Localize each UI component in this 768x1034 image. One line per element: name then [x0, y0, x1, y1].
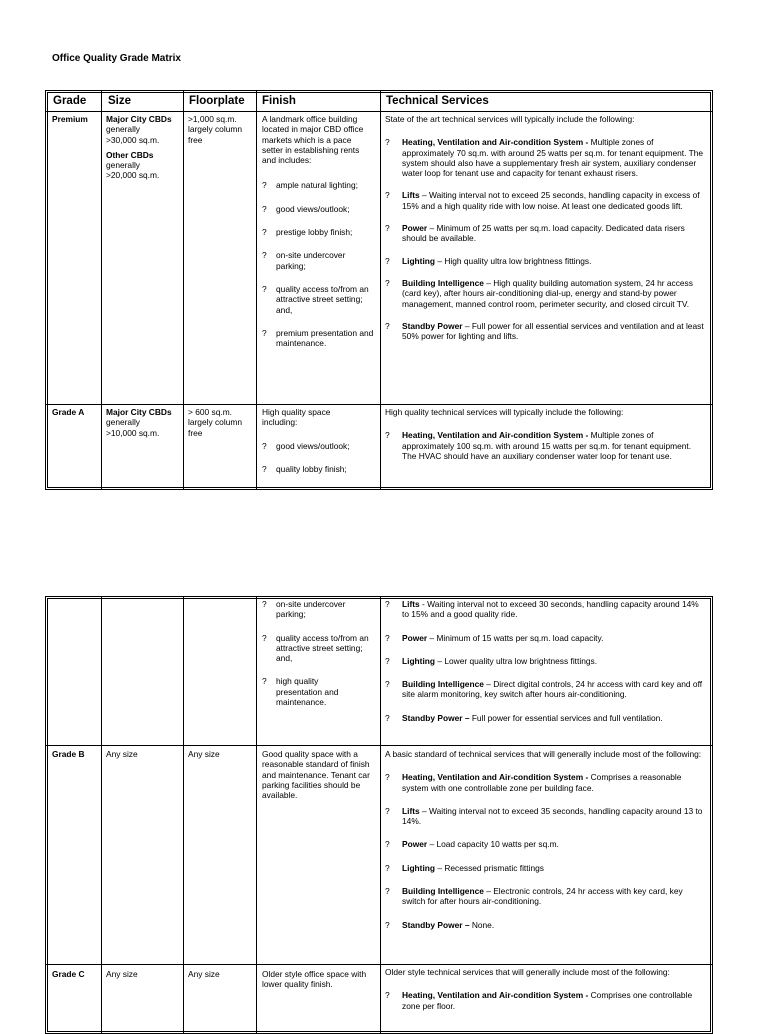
grade-a: Grade A — [52, 407, 85, 417]
finish-item-text: good views/outlook; — [276, 440, 350, 451]
bullet-icon: ? — [262, 632, 267, 643]
grade-a-finish-continued — [262, 599, 374, 707]
size-text: generally >30,000 sq.m. — [106, 124, 160, 145]
bullet-icon: ? — [262, 203, 267, 214]
tech-item-separator: – — [462, 320, 472, 331]
tech-item-text: High quality ultra low brightness fittings. — [444, 255, 592, 266]
finish-item-text: premium presentation and maintenance. — [276, 327, 374, 349]
bullet-icon: ? — [385, 223, 390, 234]
tech-item-name: Standby Power – — [402, 919, 470, 930]
tech-item-name: Lifts — [402, 599, 420, 609]
tech-item — [385, 599, 707, 620]
tech-item — [385, 190, 707, 211]
tech-item-text: Full power for all essential services and ventilation and at least 50% power for lighting and lifts. — [402, 320, 704, 342]
finish-item — [262, 227, 374, 237]
tech-item-text: Direct digital controls, 24 hr access with card key and off site alarm monitoring, key switch after hours air-conditioning. — [402, 679, 703, 700]
finish-item-text: quality access to/from an attractive street setting; and, — [276, 632, 369, 664]
tech-item-separator: - — [583, 137, 591, 148]
grade-a-finish — [262, 407, 374, 474]
tech-item-name: Building Intelligence — [402, 277, 484, 288]
bullet-icon: ? — [385, 190, 390, 201]
header-size: Size — [108, 95, 132, 107]
tech-item — [385, 656, 707, 666]
tech-item-name: Heating, Ventilation and Air-condition System — [402, 990, 584, 1001]
finish-item — [262, 441, 374, 451]
tech-item-separator: – — [483, 886, 494, 897]
finish-item — [262, 676, 356, 707]
tech-item-text: Waiting interval not to exceed 25 seconds, handling capacity in excess of 15% and a high quality ride with low noise. At least one dedicated goods lift. — [402, 190, 700, 211]
bullet-icon: ? — [385, 632, 390, 643]
tech-item-separator: - — [419, 599, 428, 609]
tech-item-text: Minimum of 25 watts per sq.m. load capacity. Dedicated data risers should be available. — [402, 223, 685, 244]
finish-item-text: high quality presentation and maintenance. — [276, 676, 339, 708]
tech-item-name: Lifts — [402, 805, 420, 816]
tech-item-text: Electronic controls, 24 hr access with key card, key switch for after hours air-conditioning. — [402, 886, 683, 907]
tech-item-name: Lighting — [402, 255, 436, 266]
tech-item-separator: – — [435, 255, 445, 266]
grade-c: Grade C — [52, 969, 85, 979]
size-label: Major City CBDs — [106, 407, 172, 417]
tech-item-separator: – — [427, 632, 437, 643]
finish-item-text: prestige lobby finish; — [276, 227, 353, 238]
bullet-icon: ? — [385, 255, 390, 266]
bullet-icon: ? — [262, 180, 267, 191]
size-label: Other CBDs — [106, 149, 154, 160]
tech-item-text: High quality building automation system, 24 hr access (card key), after hours air-conditioning dial-up, energy and stand-by power management, manned control room, perimeter security, and closed circuit TV. — [402, 277, 693, 309]
tech-item-separator: - — [583, 772, 591, 783]
tech-item-name: Heating, Ventilation and Air-condition System — [402, 430, 584, 441]
header-floorplate: Floorplate — [189, 95, 245, 107]
tech-item-separator: – — [435, 655, 445, 666]
tech-item-name: Power — [402, 632, 428, 643]
tech-item-name: Lifts — [402, 190, 420, 201]
tech-item-name: Power — [402, 223, 428, 234]
finish-item — [262, 633, 374, 664]
grade-b-finish: Good quality space with a reasonable standard of finish and maintenance. Tenant car parking facilities should be available. — [262, 749, 370, 801]
header-technical-services: Technical Services — [386, 95, 489, 107]
tech-item-separator: – — [483, 277, 494, 288]
tech-intro: High quality technical services will typically include the following: — [385, 407, 624, 417]
finish-item-text: ample natural lighting; — [276, 180, 358, 191]
tech-item — [385, 713, 707, 723]
tech-item-text: Multiple zones of approximately 100 sq.m. with around 15 watts per sq.m. for tenant equipment. The HVAC should have an auxiliary condenser water loop for tenant use. — [402, 430, 692, 461]
tech-item-text: Load capacity 10 watts per sq.m. — [436, 839, 559, 850]
bullet-icon: ? — [262, 327, 267, 338]
tech-item-separator: – — [435, 862, 445, 873]
bullet-icon: ? — [262, 250, 267, 261]
finish-intro: High quality space including: — [262, 407, 331, 428]
tech-item — [385, 633, 707, 643]
tech-item — [385, 278, 707, 309]
finish-item — [262, 328, 374, 349]
bullet-icon: ? — [385, 772, 390, 783]
tech-item-text: Lower quality ultra low brightness fittings. — [444, 655, 598, 666]
bullet-icon: ? — [262, 676, 267, 687]
bullet-icon: ? — [385, 862, 390, 873]
grade-b: Grade B — [52, 749, 85, 759]
size-text: generally >20,000 sq.m. — [106, 160, 160, 181]
tech-item-text: Comprises a reasonable system with one controllable zone per building face. — [402, 772, 682, 793]
tech-item-separator: - — [583, 990, 591, 1001]
tech-item — [385, 256, 707, 266]
finish-item-text: on-site undercover parking; — [276, 599, 346, 620]
grade-b-technical-services — [385, 749, 707, 930]
finish-item-text: good views/outlook; — [276, 203, 350, 214]
tech-item — [385, 990, 707, 1011]
header-finish: Finish — [262, 95, 296, 107]
tech-item-separator: – — [427, 839, 437, 850]
tech-item-text: Comprises one controllable zone per floor. — [402, 990, 693, 1011]
size-text: generally >10,000 sq.m. — [106, 417, 160, 438]
grade-a-size — [106, 407, 182, 438]
bullet-icon: ? — [385, 655, 390, 666]
header-grade: Grade — [53, 95, 87, 107]
tech-item-name: Standby Power — [402, 320, 463, 331]
bullet-icon: ? — [385, 886, 390, 897]
grade-c-finish: Older style office space with lower quality finish. — [262, 969, 367, 990]
tech-item — [385, 321, 707, 342]
finish-intro: A landmark office building located in major CBD office markets which is a pace setter in establishing rents and includes: — [262, 114, 364, 166]
tech-item — [385, 223, 707, 244]
grade-a-technical-services-continued — [385, 599, 707, 723]
finish-item-text: quality lobby finish; — [276, 463, 347, 474]
grade-matrix-table-page-1 — [45, 90, 713, 490]
tech-item-text: Full power for essential services and full ventilation. — [471, 712, 663, 723]
tech-item — [385, 772, 707, 793]
tech-item-separator: – — [419, 190, 429, 201]
grade-c-technical-services — [385, 967, 707, 1011]
finish-item — [262, 204, 374, 214]
bullet-icon: ? — [262, 463, 267, 474]
tech-item-separator: – — [419, 805, 429, 816]
finish-item — [262, 464, 374, 474]
premium-size — [106, 114, 182, 181]
tech-item — [385, 806, 707, 827]
premium-floorplate: >1,000 sq.m. largely column free — [188, 114, 242, 145]
bullet-icon: ? — [385, 839, 390, 850]
tech-intro: A basic standard of technical services that will generally include most of the following: — [385, 749, 702, 759]
finish-item — [262, 250, 374, 271]
bullet-icon: ? — [385, 137, 390, 148]
bullet-icon: ? — [385, 320, 390, 331]
tech-item — [385, 863, 707, 873]
tech-item-text: None. — [471, 919, 495, 930]
grade-c-floorplate: Any size — [188, 969, 220, 979]
bullet-icon: ? — [262, 227, 267, 238]
bullet-icon: ? — [385, 919, 390, 930]
tech-item-name: Standby Power – — [402, 712, 470, 723]
document-title: Office Quality Grade Matrix — [52, 53, 181, 64]
grade-matrix-table-page-2 — [45, 596, 713, 1034]
bullet-icon: ? — [385, 599, 390, 609]
bullet-icon: ? — [262, 599, 267, 609]
tech-item-text: Waiting interval not to exceed 35 seconds, handling capacity around 13 to 14%. — [402, 805, 703, 827]
premium-technical-services — [385, 114, 707, 341]
bullet-icon: ? — [262, 440, 267, 451]
tech-item-name: Lighting — [402, 655, 436, 666]
premium-finish — [262, 114, 374, 348]
tech-item-text: Recessed prismatic fittings — [444, 862, 544, 873]
tech-item-text: Multiple zones of approximately 70 sq.m. with around 25 watts per sq.m. for tenant equipment. The system should also have a supplementary fresh air system, auxiliary condenser water loop for tenant use and capacity for tenant exhaust risers. — [402, 137, 704, 179]
tech-intro: State of the art technical services will typically include the following: — [385, 114, 635, 124]
tech-item-separator: – — [427, 223, 437, 234]
tech-item — [385, 430, 707, 461]
tech-item-name: Building Intelligence — [402, 679, 484, 690]
tech-item — [385, 920, 707, 930]
bullet-icon: ? — [385, 712, 390, 723]
tech-intro: Older style technical services that will generally include most of the following: — [385, 967, 670, 977]
grade-b-floorplate: Any size — [188, 749, 220, 759]
size-label: Major City CBDs — [106, 114, 172, 124]
tech-item — [385, 839, 707, 849]
tech-item-separator: – — [483, 679, 494, 690]
grade-c-size: Any size — [106, 969, 138, 979]
tech-item — [385, 886, 707, 907]
tech-item-name: Building Intelligence — [402, 886, 484, 897]
tech-item-name: Power — [402, 839, 428, 850]
grade-a-floorplate: > 600 sq.m. largely column free — [188, 407, 242, 438]
tech-item — [385, 679, 707, 700]
finish-item-text: quality access to/from an attractive street setting; and, — [276, 283, 369, 315]
bullet-icon: ? — [385, 679, 390, 690]
tech-item-name: Heating, Ventilation and Air-condition System — [402, 137, 584, 148]
grade-premium: Premium — [52, 114, 88, 124]
finish-item — [262, 284, 374, 315]
bullet-icon: ? — [385, 430, 390, 441]
grade-b-size: Any size — [106, 749, 138, 759]
bullet-icon: ? — [262, 283, 267, 294]
finish-item-text: on-site undercover parking; — [276, 250, 346, 271]
tech-item-text: Waiting interval not to exceed 30 seconds, handling capacity around 14% to 15% and a good quality ride. — [402, 599, 699, 620]
tech-item-separator: - — [583, 430, 591, 441]
bullet-icon: ? — [385, 990, 390, 1001]
finish-item — [262, 180, 374, 190]
tech-item — [385, 137, 707, 178]
tech-item-name: Heating, Ventilation and Air-condition System — [402, 772, 584, 783]
bullet-icon: ? — [385, 277, 390, 288]
bullet-icon: ? — [385, 805, 390, 816]
grade-a-technical-services — [385, 407, 707, 461]
tech-item-name: Lighting — [402, 862, 436, 873]
finish-item — [262, 599, 374, 620]
tech-item-text: Minimum of 15 watts per sq.m. load capacity. — [436, 632, 604, 643]
